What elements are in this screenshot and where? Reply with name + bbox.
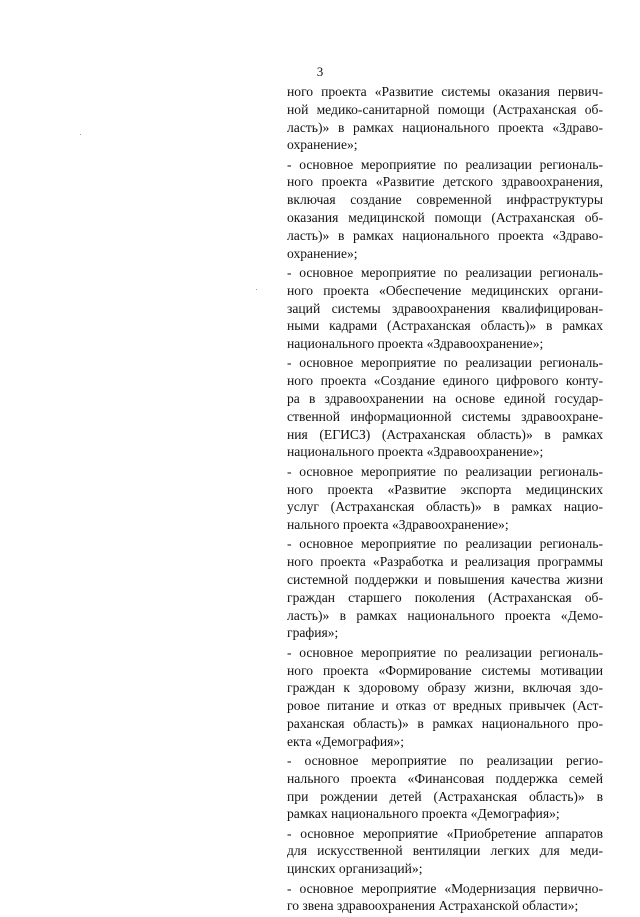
text-line: - основное мероприятие по реализации региональ-	[287, 355, 603, 371]
text-line: нального проекта «Здравоохранение»;	[287, 517, 509, 533]
text-line: - основное мероприятие «Приобретение аппаратов	[287, 825, 603, 841]
text-line: при рождении детей (Астраханская область)» в	[287, 788, 603, 804]
paragraph	[287, 535, 603, 642]
text-line: ния (ЕГИСЗ) (Астраханская область)» в рамках	[287, 426, 603, 442]
text-line: ровое питание и отказ от вредных привычек (Аст-	[287, 698, 603, 714]
paragraph	[287, 83, 603, 154]
text-line: заций системы здравоохранения квалифицирован-	[287, 300, 603, 316]
document-body	[287, 83, 603, 917]
text-line: ной медико-санитарной помощи (Астраханская об-	[287, 101, 603, 117]
paragraph	[287, 752, 603, 823]
text-line: граждан старшего поколения (Астраханская об-	[287, 589, 603, 605]
text-line: ственной информационной системы здравоохране-	[287, 408, 603, 424]
text-line: екта «Демография»;	[287, 733, 404, 749]
text-line: охранение»;	[287, 137, 358, 153]
text-line: раханская область)» в рамках национального про-	[287, 715, 603, 731]
page-number: 3	[316, 64, 324, 79]
text-line: го звена здравоохранения Астраханской области»;	[287, 898, 579, 914]
text-line: ласть)» в рамках национального проекта «Здраво-	[287, 227, 603, 243]
paragraph	[287, 880, 603, 916]
text-line: ного проекта «Развитие экспорта медицинских	[287, 481, 603, 497]
text-line: нального проекта «Финансовая поддержка семей	[287, 770, 603, 786]
text-line: системной поддержки и повышения качества жизни	[287, 572, 603, 588]
text-line: для искусственной вентиляции легких для меди-	[287, 843, 603, 859]
text-line: охранение»;	[287, 245, 358, 261]
text-line: - основное мероприятие по реализации региональ-	[287, 463, 603, 479]
text-line: - основное мероприятие по реализации региональ-	[287, 264, 603, 280]
text-line: - основное мероприятие по реализации региональ-	[287, 536, 603, 552]
text-line: ного проекта «Развитие детского здравоохранения,	[287, 174, 603, 190]
text-line: включая создание современной инфраструктуры	[287, 192, 603, 208]
text-line: ласть)» в рамках национального проекта «Демо-	[287, 607, 603, 623]
text-line: - основное мероприятие «Модернизация первично-	[287, 880, 603, 896]
paragraph	[287, 156, 603, 263]
text-line: - основное мероприятие по реализации региональ-	[287, 644, 603, 660]
text-line: национального проекта «Здравоохранение»;	[287, 444, 544, 460]
text-line: ного проекта «Развитие системы оказания первич-	[287, 84, 603, 99]
text-line: услуг (Астраханская область)» в рамках нацио-	[287, 499, 603, 515]
paragraph	[287, 354, 603, 461]
scan-speck	[80, 134, 81, 135]
paragraph	[287, 264, 603, 353]
text-line: ного проекта «Обеспечение медицинских органи-	[287, 282, 603, 298]
text-line: - основное мероприятие по реализации регио-	[287, 752, 603, 768]
text-line: ного проекта «Создание единого цифрового конту-	[287, 373, 603, 389]
text-line: ного проекта «Формирование системы мотивации	[287, 662, 603, 678]
text-line: оказания медицинской помощи (Астраханская об-	[287, 210, 603, 226]
paragraph	[287, 463, 603, 534]
scan-speck	[256, 289, 257, 290]
text-line: ного проекта «Разработка и реализация программы	[287, 554, 603, 570]
text-line: граждан к здоровому образу жизни, включая здо-	[287, 680, 603, 696]
text-line: ными кадрами (Астраханская область)» в рамках	[287, 318, 603, 334]
text-line: рамках национального проекта «Демография»;	[287, 806, 560, 822]
text-line: графия»;	[287, 625, 339, 641]
text-line: ласть)» в рамках национального проекта «Здраво-	[287, 119, 603, 135]
paragraph	[287, 825, 603, 878]
text-line: - основное мероприятие по реализации региональ-	[287, 156, 603, 172]
text-line: национального проекта «Здравоохранение»;	[287, 336, 544, 352]
text-line: ра в здравоохранении на основе единой государ-	[287, 391, 603, 407]
paragraph	[287, 644, 603, 751]
text-line: цинских организаций»;	[287, 861, 423, 877]
